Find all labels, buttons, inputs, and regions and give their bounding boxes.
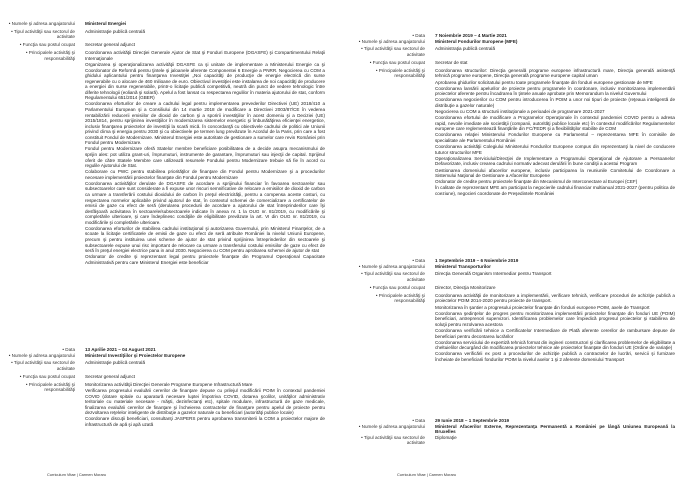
responsibility-item: Operaţionalizarea Serviciului/Direcţiei de Implementare a Programului Operaţional de Ajutorare a Persoanelor Defavorizate, inclusiv crearea cadrului normativ adecvat derulării în bune condiţii a acestui Program xyxy=(435,155,675,167)
position-label: • Funcţia sau postul ocupat xyxy=(369,59,425,65)
responsibilities-label: • Principalele activităţi şi responsabilităţi xyxy=(375,67,425,79)
position-label: • Funcţia sau postul ocupat xyxy=(19,373,75,379)
responsibilities-label: • Principalele activităţi şi responsabilităţi xyxy=(25,381,75,393)
responsibilities-row xyxy=(350,293,700,363)
responsibility-item: Monitorizarea activităţii Direcţiei Generale Programe Europene Infrastructură Mare xyxy=(85,381,253,387)
date-value: 29 Iunie 2018 – 1 Septembrie 2019 xyxy=(435,418,510,423)
activity-type-row xyxy=(350,435,700,446)
position-value: Director, Direcţia Monitorizare xyxy=(435,284,496,290)
activity-type-row xyxy=(350,271,700,282)
activity-type-label: • Tipul activităţii sau sectorul de activitate xyxy=(361,46,425,58)
activity-type-row xyxy=(0,29,350,40)
position-row xyxy=(350,60,700,66)
position-value: Secretar general adjunct xyxy=(85,42,136,48)
position-value: Secretar general adjunct xyxy=(85,373,136,379)
responsibility-item: Coordonarea eforturilor de stabilirea cadrului instituţional şi autorizarea Guvernului, prin Ministerul Finanţelor, de a scoate la licitaţie certificatele de emisii de gaze cu efect de seră atribuite României la nivelul Uniunii Europene, precum şi pentru instituirea unei scheme de ajutor de stat privind sprijinirea întreprinderilor din sectoarele şi subsectoarele expuse unui risc important de relocare ca urmare a transferului costului emisiilor de gaze cu efect de seră în preţul energiei electrice pana in anul 2030. Negocierea cu COM pentru aprobarea schemei de ajutor de stat xyxy=(85,225,325,254)
activity-type-value: Administraţie publică centrală xyxy=(85,360,146,366)
employer-label: • Numele şi adresa angajatorului xyxy=(8,352,75,358)
activity-type-value: Direcţia Generală Organism Intermediar pentru Transport xyxy=(435,271,552,277)
responsibility-item: Coordonarea activităţii Direcţiei Generale Ajutor de Stat şi Fonduri Europene (DGASFE) şi Compartimentului Relaţii Internaţionale xyxy=(85,50,325,61)
responsibility-item: Aprobarea ghidurilor solicitatului pentru toate programele finanţate din fonduri europene gestionate de MFE xyxy=(435,79,653,85)
employer-row xyxy=(0,353,350,359)
date-label: • Data xyxy=(62,347,75,352)
date-label: • Data xyxy=(412,418,425,423)
position-label: • Funcţia sau postul ocupat xyxy=(369,284,425,290)
responsibility-item: Ordonator de credite şi reprezentant legal pentru proiectele finanţate din Programul Operaţional Capacitate Administrativă pentru care Ministerul Energiei este beneficiar xyxy=(85,254,325,265)
responsibility-item: Verificarea progresului evaluării cererilor de finanţare depuse cu prilejul modificării POIM în contextul pandemiei COVID (dotare spitale cu aparatură necesare luptei împotriva COVID, dotarea şcolilor, unităţilor administrativ teritoriale cu materiale necesare - măşti, dezinfectanţi etc), spitale modulare, infrastructură de gaze medicale, finalizarea evaluării cererilor de finanţare şi încheierea contractelor de finanţare pentru apelul de proiecte pentru dezvoltarea reţelelor inteligente de distribuţie a gazelor naturale cu beneficiari (autorităţi publice locale) xyxy=(85,388,325,416)
responsibility-item: În calitate de reprezentant MFE am participat la negocierile cadrului financiar multianual 2021-2027 (pentru politica de coeziune), negocieri coordonate de Preşedintele României xyxy=(435,185,675,196)
responsibilities-list xyxy=(85,50,325,266)
activity-type-row xyxy=(0,360,350,371)
page-footer: Curriculum Vitae | Carmen Moraru xyxy=(397,472,457,477)
responsibility-item: Coordonarea lansării apelurilor de proiecte pentru programele în coordonare, inclusiv monitorizarea implementării proiectelor aferente pentru încadrarea în ţintele anuale aprobate prin Memorandum la nivelul Guvernului xyxy=(435,85,675,97)
position-value: Secretar de stat xyxy=(435,59,468,65)
activity-type-label: • Tipul activităţii sau sectorul de activitate xyxy=(11,360,75,372)
employer-row xyxy=(350,424,700,435)
responsibility-item: Coordonarea eforturilor de creare a cadrului legal pentru implementarea prevederilor Directivei (UE) 2018/410 a Parlamentului European şi a Consiliului din 14 martie 2018 de modificare a Directivei 2003/87/CE în vederea rentabilizării reducerii emisiilor de dioxid de carbon şi a sporirii investiţiilor în acest domeniu şi a Deciziei (UE) 2015/1814, pentru sprijinirea investiţiilor în modernizarea sistemelor energetic şi îmbunătăţirea eficienţei energetice, inclusiv finanţarea proiectelor de investiţii la scară mică. În concordanţă cu obiectivele cadrului de politici ale Uniunii privind clima şi energia pentru 2030 şi cu obiectivele pe termen lung prevăzute în Acordul de la Paris, prin care a fost constituit Fondul de Modernizare. Ministerul Energiei este autoritate de gestionare a sumelor care revin României prin Fondul pentru Modernizare. xyxy=(85,101,325,146)
activity-type-label: • Tipul activităţii sau sectorul de activitate xyxy=(11,28,75,40)
responsibilities-label: • Principalele activităţi şi responsabilităţi xyxy=(375,292,425,304)
responsibility-item: Monitorizarea în şantier a progresului proiectelor finanţate din fonduri europene POIM, axele de Transport xyxy=(435,304,650,310)
employer-row xyxy=(350,264,700,270)
responsibility-item: Ordonator de credite pentru proiectele finanţate din Mecanismul de Interconectare al Europei (CEF) xyxy=(435,179,638,185)
responsibility-item: Coordonarea serviciului de expertiză tehnică format din ingineri constructori şi clarificarea problemelor de eligibilitate a cheltuielilor decurgând din modificarea proiectelor tehnice ale proiectelor finanţate din fonduri UE (Ordine de variaţie) xyxy=(435,339,676,351)
responsibility-item: Gestionarea domeniului afacerilor europene, inclusiv participarea la reuniunile Comitetului de Coordonare a Sistemului Naţional de Gestionare a Afacerilor Europene xyxy=(435,167,675,179)
cv-page-right xyxy=(350,0,700,491)
position-row xyxy=(350,285,700,291)
responsibilities-row xyxy=(0,382,350,428)
responsibility-item: Fondul pentru Modernizare oferă Statelor membre beneficiare posibilitatea de a decide asupra mecanismului de sprijin ales: pot utiliza grant-uri, împrumuturi, instrumente de garantare, împrumuturi sau injecţii de capital. Sprijinul oferit de către Statele Membre care utilizează resursele Fondului pentru Modernizare trebuie să fie în acord cu regulile Ajutorului de Stat. xyxy=(85,146,325,169)
responsibility-item: Coordonarea structurilor: Direcţia generală programe europene infrastructură mare, Direcţia generală asistenţă tehnică programe europene, Direcţia generală programe europene capital uman xyxy=(435,67,675,79)
responsibilities-list xyxy=(85,382,325,428)
employer-row xyxy=(350,39,700,45)
responsibility-item: Coordonarea verificării ex post a procedurilor de achiziţie publică a contractelor de lucrări, servicii şi furnizare încheiate de beneficiarii fondurilor POIM la nivelul axelor 1 şi 2 aferente domeniului Transport xyxy=(435,351,675,362)
employer-row xyxy=(0,21,350,27)
date-value: 7 Noiembrie 2019 – 4 Martie 2021 xyxy=(435,33,507,38)
date-value: 13 Aprilie 2021 – 04 August 2021 xyxy=(85,347,156,352)
page-footer: Curriculum Vitae | Carmen Moraru xyxy=(47,472,107,477)
responsibilities-label: • Principalele activităţi şi responsabilităţi xyxy=(25,50,75,61)
responsibility-item: Coordonarea verificării tehnice a Certificatelor Intermediare de Plată aferente cererilor de rambursare depuse de beneficiari pentru decontarea lucrărilor xyxy=(435,327,675,339)
date-label: • Data xyxy=(412,258,425,263)
employer-value: Ministerul Fondurilor Europene (MFE) xyxy=(435,38,518,44)
employer-label: • Numele şi adresa angajatorului xyxy=(358,38,425,44)
responsibilities-row xyxy=(0,50,350,266)
responsibility-item: Coordonarea şedinţelor de progres pentru monitorizarea implementării proiectelor finanţate din fonduri UE (POIM) beneficiari, antreprenori supervizori. Identificarea problemelor care împiedică progresul proiectelor şi stabilirea de soluţii pentru rezolvarea acestora xyxy=(435,310,675,327)
responsibility-item: Organizarea şi operaţionalizarea activităţii DGASFE ca şi unitate de implementare a Ministerului Energie ca şi Coordonator de Reformă pentru ţintele şi jaloanele aferente Componentei 6 Energie a PNRR. Negocierea cu COM a ghidului aplicantului pentru finanţarea Investiţiei „Noi capacităţi de producţie de energie electrică din surse regenerabile cu o alocare de 460 milioane de euro. Obiectivul investiţiei este instalarea de noi capacităţi de producere a energiei din surse regenerabile, printr-o licitaţie publică competitivă, neutră din punct de vedere tehnologic între diferite tehnologii (eoliană şi solară). Apelul a fost lansat cu respectarea regulilor în materia ajutorului de stat, conform Regulamentului 651/2014 (GBER) xyxy=(85,62,325,101)
responsibilities-list xyxy=(435,68,675,197)
position-row xyxy=(0,374,350,380)
responsibility-item: Colaborare cu PWC pentru stabilirea priorităţilor de finanţare din Fondul pentru Modernizare şi a procedurilor necesare implementării proiectelor finanţate din Fondul pentru Modernizare xyxy=(85,169,325,180)
responsibilities-row xyxy=(350,68,700,197)
employer-value: Ministerul Afacerilor Externe, Reprezentanţa Permanentă a României pe lângă Uniunea Europeană la Bruxelles xyxy=(435,423,675,435)
responsibility-item: Coordonarea activităţii de monitorizare a implementării, verificare tehnică, verificare proceduri de achiziţie publică a proiectelor POIM 2014-2020 pentru proiecte de transport. xyxy=(435,292,675,304)
activity-type-label: • Tipul activităţii sau sectorul de activitate xyxy=(361,434,425,446)
employer-value: Ministerul Transporturilor xyxy=(435,263,491,269)
activity-type-label: • Tipul activităţii sau sectorul de activitate xyxy=(361,271,425,283)
responsibility-item: Coordonarea activităţilor derulate de DGASFE de acordare a sprijinului financiar în favoarea sectoarelor sau subsectoarelor care sunt considerate a fi expuse unor riscuri semnificative de relocare a emisiilor de dioxid de carbon ca urmare a transferării costului dioxidului de carbon în preţul electricităţii, pentru a compensa aceste costuri, cu respectarea normelor aplicabile privind ajutorul de stat, în contextul schemei de comercializare a certificatelor de emisii de gaze cu efect de seră (derularea procedurii de acordare a ajutorului de stat întreprinderilor care îşi desfăşoară activitatea în sectoarele/subsectoarele indicate în anexa nr. 1 la OUG nr. 81/2019, cu modificările şi completările ulterioare, şi care îndeplinesc condiţiile de eligibilitate prevăzute la art. VI din OUG nr. 81/2019, cu modificările şi completările ulterioare. xyxy=(85,180,325,225)
responsibility-item: Coordonare discuţii beneficiari, consultanţi JASPERS pentru aprobarea transmiterii la COM a proiectelor majore de infrastructură de apă şi apă uzată xyxy=(85,416,325,427)
activity-type-row xyxy=(350,46,700,57)
employer-value: Ministerul Energiei xyxy=(85,21,127,26)
employer-value: Ministerul Investiţiilor şi Proiectelor Europene xyxy=(85,352,186,358)
employer-label: • Numele şi adresa angajatorului xyxy=(358,263,425,269)
date-label: • Data xyxy=(412,33,425,38)
date-value: 1 Septembrie 2019 – 6 Noiembrie 2019 xyxy=(435,258,519,263)
responsibility-item: Coordonarea negocierilor cu COM pentru introducerea în POIM a unor noi tipuri de proiecte (reţeaua inteligentă de distribuţie a gazelor naturale) xyxy=(435,97,675,108)
position-label: • Funcţia sau postul ocupat xyxy=(19,42,75,48)
activity-type-value: Diplomaţie xyxy=(435,434,457,440)
responsibility-item: Coordonarea efortului de modificare a Programelor Operaţionale în contextul pandemiei COVID pentru a adresa rapid, nevoile imediate ale societăţii (companii, autorităţi publice locale etc) în contextul modificărilor Regulamentelor europene care reglementează finanţările din FC/FEDR şi a flexibilităţilor stabilite de COM xyxy=(435,115,675,132)
activity-type-value: Administraţie publică centrală xyxy=(85,28,146,34)
activity-type-value: Administraţia publică centrală xyxy=(435,46,496,52)
employer-label: • Numele şi adresa angajatorului xyxy=(8,21,75,26)
responsibility-item: Coordonarea activităţii Colegiului Ministerului Fondurilor Europene compus din reprezentanţi la nivel de conducere tuturor structurilor MFE xyxy=(435,144,675,155)
responsibility-item: Negocierea cu COM a structurii instituţionale a perioadei de programare 2021-2027 xyxy=(435,109,605,115)
employer-label: • Numele şi adresa angajatorului xyxy=(358,423,425,429)
responsibility-item: Coordonarea relaţiei Ministerului Fondurilor Europene cu Parlamentul – reprezentarea MFE în comisiile de specialitate ale Parlamentului României xyxy=(435,132,675,144)
responsibilities-list xyxy=(435,293,675,363)
position-row xyxy=(0,42,350,48)
